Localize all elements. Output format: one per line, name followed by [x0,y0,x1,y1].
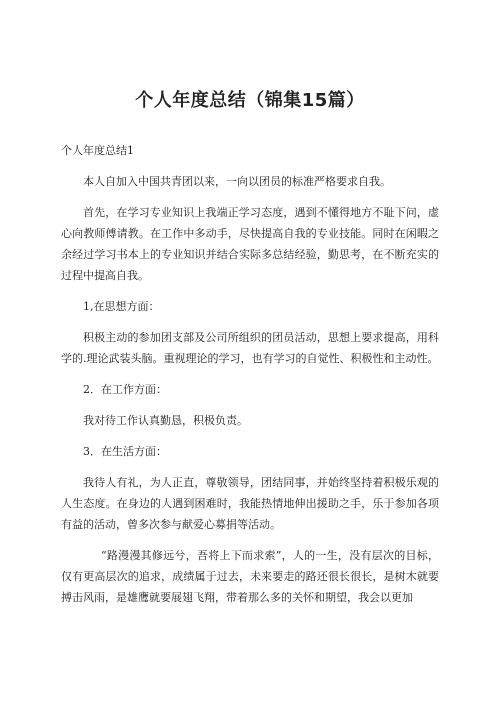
list-heading: 2．在工作方面： [83,383,167,396]
paragraph: “路漫漫其修远兮，吾将上下而求索”，人的一生，没有层次的目标，仅有更高层次的追求，成绩属于过去，未来要走的路还很长很长，是树木就要搏击风雨，是雄鹰就要展翅飞翔，带着那么多的关怀和期望，我会以更加 [61,549,439,604]
section-heading: 个人年度总结1 [61,144,134,157]
paragraph: 我对待工作认真勤恳，积极负责。 [83,414,248,427]
paragraph: 积极主动的参加团支部及公司所组织的团员活动，思想上要求提高，用科学的.理论武装头脑。重视理论的学习，也有学习的自觉性、积极性和主动性。 [61,331,439,365]
document-body [61,140,439,618]
document-title: 个人年度总结（锦集15篇） [135,90,365,111]
list-heading: 3．在生活方面： [83,445,167,458]
paragraph: 本人自加入中国共青团以来，一向以团员的标准严格要求自我。 [83,175,391,188]
paragraph: 我待人有礼，为人正直，尊敬领导，团结同事，并始终坚持着积极乐观的人生态度。在身边的人遇到困难时，我能热情地伸出援助之手，乐于参加各项有益的活动，曾多次参与献爱心募捐等活动。 [61,476,439,531]
paragraph: 首先，在学习专业知识上我端正学习态度，遇到不懂得地方不耻下问，虚心向教师傅请教。在工作中多动手，尽快提高自我的专业技能。同时在闲暇之余经过学习书本上的专业知识并结合实际多总结经验，勤思考，在不断充实的过程中提高自我。 [61,206,439,282]
list-heading: 1,在思想方面： [83,300,160,313]
